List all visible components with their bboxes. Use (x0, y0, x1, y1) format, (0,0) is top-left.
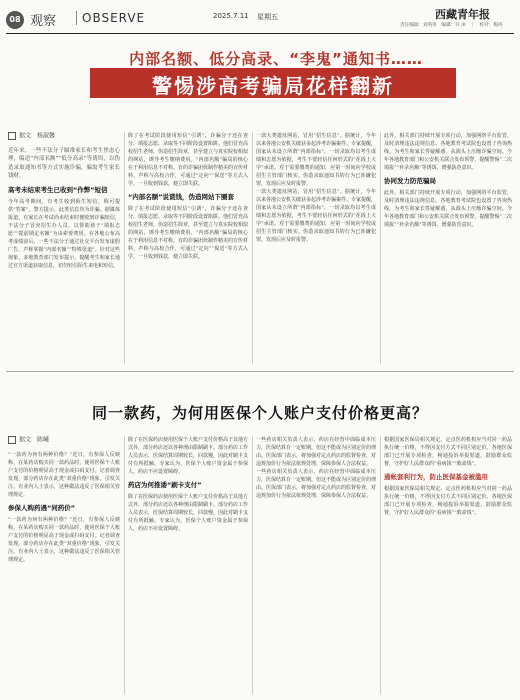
column-rule (124, 436, 125, 694)
editor-credits: 责任编辑：刘英男 编辑：许 沐 ｜ 校对：梅涛 (400, 23, 503, 28)
byline-box-icon (8, 132, 16, 140)
story1-body-3a: 一款大类遗址网站，冒用“招生信息”。据统计，今年以来各地公安机关破获多起涉考诈骗案件。专家提醒，国家从未设立所谓“内部指标”，一切录取均以考生成绩和志愿为依据，考生不要轻信任何形式的“花钱上大学”承诺。对于需要缴费的通知，应第一时间向学校或招生主管部门核实。伪造录取通知书的行为已涉嫌犯罪，发现后应及时报警。 (256, 133, 376, 187)
issue-date: 2025.7.11 (213, 12, 249, 20)
story2-body-4a: 根据国家医保局相关规定，定点医药机构应当对同一药品执行统一价格，不得因支付方式不同区别定价。各地医保部门已开展专项检查，畅通投诉举报渠道，鼓励群众监督，守护好人民群众的“看病钱”“救命钱”。 (384, 437, 512, 467)
story2-column-1 (8, 436, 120, 694)
masthead-rule (6, 33, 514, 34)
story1-column-2 (128, 132, 248, 364)
column-rule (124, 132, 125, 364)
story2-headline: 同一款药，为何用医保个人账户支付价格更高？ (91, 404, 428, 422)
story1-byline: 据文 杨淑馨 (8, 132, 120, 141)
story1-column-3 (256, 132, 376, 364)
story1-column-1 (8, 132, 120, 364)
newspaper-name: 西藏青年报 (435, 8, 490, 21)
story1-subhead-1: 高考未结束考生已收到“作弊”短信 (8, 185, 108, 194)
section-divider (76, 11, 77, 25)
section-name-cn: 观察 (30, 14, 57, 29)
story1-headline: 警惕涉高考骗局花样翻新 (152, 74, 394, 98)
story1-body-1: 今年高考期间，有考生收到陌生短信，称可提供“答案”。警方提示，此类信息均为诈骗。据媒体报道，有家长在考试尚未结束时便收到诈骗短信，不法分子冒充招生办人员，以帮助孩子“填报志愿”“提前锁定名额”为由索要费用。在各地公布高考成绩前后，一些不法分子通过社交平台发布虚假广告，声称掌握“内部名额”“特殊渠道”。针对这些现象，多地教育部门发布提示，提醒考生和家长通过官方渠道获取信息，切勿轻信陌生来电和短信。 (8, 198, 120, 269)
page-number: 08 (6, 11, 24, 29)
story1-column-4 (384, 132, 512, 364)
story1-body-2a: 除了在考试阶段使用短信“引诱”，诈骗分子还在查分、填报志愿、录取等不同阶段设置陷阱。他们冒充高校招生老师，伪造招生简章，甚至建立与真实院校相似的网站，诱导考生缴纳费用。“内部名额”骗局的核心在于利用信息不对称。有的诈骗团伙制作精美的宣传材料，声称与高校合作，可通过“定向”“保送”等方式入学。一旦收到钱款，便立即失联。 (128, 133, 248, 187)
story2-body-3a: 一些药店相关负责人表示，药店在经营中面临成本压力，医保结算有一定账期。但这不能成为区别定价的理由。医保部门表示，将加强对定点药店的监督检查，对违规加价行为依法依规处理，保障参保人合法权益。 (256, 437, 376, 467)
story2-body-2b: 除了在医保药店使用医保个人账户支付价格高于其他方式外，部分药店还以各种理由限制刷卡。部分药店工作人员表示，医保结算周期较长，回款慢，因此对刷卡支付有所抵触。专家认为，医保个人账户资金属于参保人，药店不应设置障碍。 (128, 494, 248, 532)
story2-subhead-2: 药店为何推诿“刷卡支付” (128, 481, 202, 489)
story2-body-2a: 除了在医保药店使用医保个人账户支付价格高于其他方式外，部分药店还以各种理由限制刷卡。部分药店工作人员表示，医保结算周期较长，回款慢，因此对刷卡支付有所抵触。专家认为，医保个人账户资金属于参保人，药店不应设置障碍。 (128, 437, 248, 475)
column-rule (380, 436, 381, 694)
story2-byline: 据文 陈曦 (8, 436, 120, 445)
section-name-en: OBSERVE (82, 11, 146, 25)
story1-subhead-2: “内部名额”说谎钱，伪造网站下圈套 (128, 193, 235, 201)
story2-subhead-1: 参保人购药遇“同药价” (8, 503, 76, 512)
column-rule (252, 132, 253, 364)
story1-body-4b: 此外，相关部门持续开展专项行动，加强网络平台监管，及时清理违法违规信息。各地教育考试院也设置了咨询热线，为考生和家长答疑解惑，从源头上压缩诈骗空间。今年各地教育部门和公安机关联合发布预警，提醒警惕“二次填报”“补录名额”等诱饵，增强防范意识。 (384, 190, 512, 228)
story1-body-4a: 此外，相关部门持续开展专项行动，加强网络平台监管，及时清理违法违规信息。各地教育考试院也设置了咨询热线，为考生和家长答疑解惑，从源头上压缩诈骗空间。今年各地教育部门和公安机关联合发布预警，提醒警惕“二次填报”“补录名额”等诱饵，增强防范意识。 (384, 133, 512, 171)
story1-subhead-3: 协同发力防范骗局 (384, 177, 436, 185)
story2-body-1b: “一款药为何有两种价格？”近日，有参保人反映称，在某药店购买同一款药品时，使用医保个人账户支付的价格明显高于现金或扫码支付。记者调查发现，部分药店存在此类“双重价格”现象，引发关注。有业内人士表示，这种做法违反了医保相关管理规定。 (8, 516, 120, 563)
story2-body-4b: 根据国家医保局相关规定，定点医药机构应当对同一药品执行统一价格，不得因支付方式不同区别定价。各地医保部门已开展专项检查，畅通投诉举报渠道，鼓励群众监督，守护好人民群众的“看病钱”“救命钱”。 (384, 486, 512, 516)
column-rule (380, 132, 381, 364)
story1-body-3b: 一款大类遗址网站，冒用“招生信息”。据统计，今年以来各地公安机关破获多起涉考诈骗案件。专家提醒，国家从未设立所谓“内部指标”，一切录取均以考生成绩和志愿为依据，考生不要轻信任何形式的“花钱上大学”承诺。对于需要缴费的通知，应第一时间向学校或招生主管部门核实。伪造录取通知书的行为已涉嫌犯罪，发现后应及时报警。 (256, 189, 376, 243)
story2-column-2 (128, 436, 248, 694)
story2-column-3 (256, 436, 376, 694)
column-rule (252, 436, 253, 694)
issue-weekday: 星期五 (257, 13, 278, 21)
story1-lead: 近年来，一些不法分子瞄准家长和考生焦虑心理，编造“内部名额”“低分高录”等诱饵，以伪造录取通知书等方式实施诈骗，骗取考生家长钱财。 (8, 147, 120, 179)
story-divider (6, 371, 514, 372)
byline-box-icon (8, 436, 16, 444)
story1-kicker: 内部名额、低分高录、“李鬼”通知书…… (129, 50, 423, 68)
story2-body-3b: 一些药店相关负责人表示，药店在经营中面临成本压力，医保结算有一定账期。但这不能成为区别定价的理由。医保部门表示，将加强对定点药店的监督检查，对违规加价行为依法依规处理，保障参保人合法权益。 (256, 469, 376, 499)
story2-body-1: “一款药为何有两种价格？”近日，有参保人反映称，在某药店购买同一款药品时，使用医保个人账户支付的价格明显高于现金或扫码支付。记者调查发现，部分药店存在此类“双重价格”现象，引发关注。有业内人士表示，这种做法违反了医保相关管理规定。 (8, 451, 120, 498)
story1-body-2b: 除了在考试阶段使用短信“引诱”，诈骗分子还在查分、填报志愿、录取等不同阶段设置陷阱。他们冒充高校招生老师，伪造招生简章，甚至建立与真实院校相似的网站，诱导考生缴纳费用。“内部名额”骗局的核心在于利用信息不对称。有的诈骗团伙制作精美的宣传材料，声称与高校合作，可通过“定向”“保送”等方式入学。一旦收到钱款，便立即失联。 (128, 206, 248, 260)
story2-column-4 (384, 436, 512, 694)
story2-subhead-3: 通帐套利行为，防止医保基金被滥用 (384, 473, 488, 481)
